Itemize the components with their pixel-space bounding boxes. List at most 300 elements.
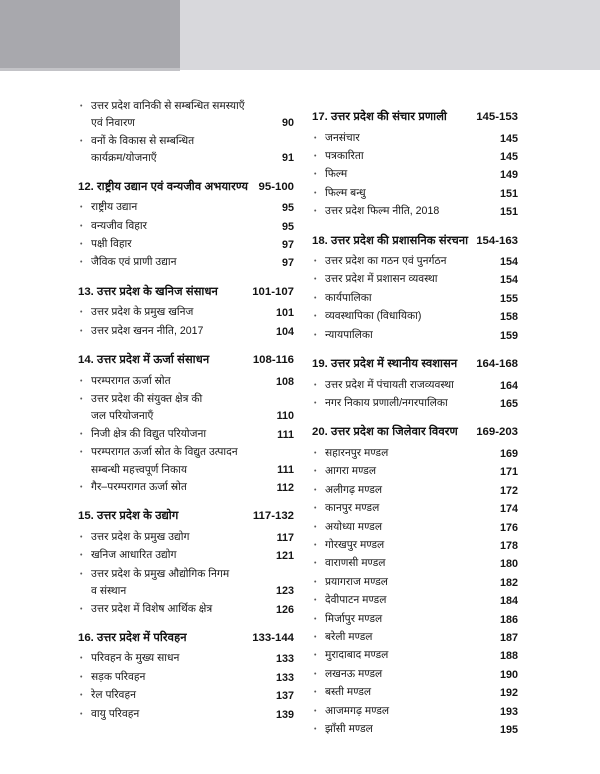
toc-chapter-heading[interactable] — [312, 109, 518, 127]
toc-entry-title-line1: उत्तर प्रदेश का गठन एवं पुनर्गठन — [325, 255, 447, 268]
toc-entry-title-line1: कार्यपालिका — [325, 291, 372, 304]
toc-entry-title-line1: परम्परागत ऊर्जा स्रोत — [91, 374, 171, 387]
toc-entry-title-line1: आगरा मण्डल — [325, 465, 377, 478]
toc-entry-title — [91, 373, 276, 390]
toc-entry-title — [91, 98, 282, 133]
toc-entry[interactable] — [78, 706, 294, 724]
toc-entry-title-line1: पत्रकारिता — [325, 149, 364, 162]
toc-entry-page-number: 104 — [275, 325, 294, 338]
toc-entry-title — [325, 519, 500, 536]
toc-entry[interactable] — [312, 574, 518, 592]
bullet-icon: • — [80, 204, 83, 212]
toc-entry-title-line1: उत्तर प्रदेश फिल्म नीति, 2018 — [325, 205, 440, 218]
toc-entry-title — [91, 426, 277, 443]
bullet-icon: • — [80, 430, 83, 438]
toc-entry-title — [91, 304, 276, 321]
bullet-icon: • — [80, 692, 83, 700]
toc-entry[interactable] — [312, 703, 518, 721]
toc-chapter-page-range: 133-144 — [252, 631, 294, 644]
toc-entry[interactable] — [78, 133, 294, 168]
toc-entry[interactable] — [312, 647, 518, 665]
toc-entry[interactable] — [312, 629, 518, 647]
toc-entry-title — [91, 444, 277, 479]
toc-chapter-page-range: 145-153 — [476, 111, 518, 123]
toc-entry-title — [325, 666, 500, 683]
toc-entry-title — [91, 479, 277, 496]
toc-entry-title — [91, 254, 282, 271]
toc-entry[interactable] — [312, 271, 518, 289]
toc-entry-title-line1: उत्तर प्रदेश के प्रमुख औद्योगिक निगम — [91, 567, 230, 580]
bullet-icon: • — [314, 152, 317, 160]
toc-chapter — [312, 233, 518, 346]
bullet-icon: • — [314, 208, 317, 216]
toc-chapter — [78, 179, 294, 273]
bullet-icon: • — [80, 377, 83, 385]
toc-chapter-page-range: 154-163 — [476, 234, 518, 247]
toc-entry-title-line1: कानपुर मण्डल — [325, 502, 380, 515]
toc-entry-title-line1: लखनऊ मण्डल — [325, 667, 383, 680]
toc-entry[interactable] — [312, 482, 518, 500]
toc-entry-page-number: 137 — [275, 690, 294, 703]
toc-entry-title — [91, 236, 282, 253]
bullet-icon: • — [80, 655, 83, 663]
bullet-icon: • — [80, 605, 83, 613]
bullet-icon: • — [314, 486, 317, 494]
toc-entry[interactable] — [312, 327, 518, 345]
bullet-icon: • — [314, 578, 317, 586]
toc-entry-title-line1: उत्तर प्रदेश के प्रमुख खनिज — [91, 306, 194, 319]
toc-chapter-heading[interactable] — [78, 508, 294, 526]
toc-entry-title — [91, 566, 276, 601]
toc-chapter-number: 20. — [312, 426, 328, 439]
toc-chapter-heading[interactable] — [78, 179, 294, 197]
toc-entry-title-line2: व संस्थान — [91, 585, 127, 598]
toc-entry-title — [325, 395, 500, 412]
bullet-icon: • — [80, 533, 83, 541]
toc-continued-entries — [78, 98, 294, 168]
toc-entry-title-line1: न्यायपालिका — [325, 328, 373, 341]
toc-entry-title-line1: उत्तर प्रदेश में विशेष आर्थिक क्षेत्र — [91, 602, 213, 615]
toc-entry-title-line1: परम्परागत ऊर्जा स्रोत के विद्युत उत्पादन — [91, 446, 238, 459]
toc-entry-title-line2: कार्यक्रम/योजनाएँ — [91, 152, 157, 165]
toc-entry-title-line1: झाँसी मण्डल — [325, 722, 373, 735]
toc-entry-page-number: 121 — [275, 550, 294, 563]
toc-entry-page-number: 111 — [277, 463, 294, 476]
toc-entry-page-number: 110 — [276, 410, 294, 423]
toc-entry-page-number: 149 — [499, 169, 518, 182]
toc-entry-page-number: 101 — [275, 307, 294, 320]
toc-entry-title — [325, 703, 500, 720]
toc-chapter-heading[interactable] — [312, 424, 518, 442]
toc-chapter-heading[interactable] — [78, 284, 294, 302]
toc-chapter-number: 17. — [312, 111, 328, 123]
toc-entry-title-line1: अयोध्या मण्डल — [325, 520, 383, 533]
toc-entry-page-number: 97 — [281, 238, 294, 251]
toc-entry[interactable] — [312, 377, 518, 395]
toc-entry-title-line1: गैर–परम्परागत ऊर्जा स्रोत — [91, 481, 187, 493]
toc-entry[interactable] — [312, 555, 518, 573]
bullet-icon: • — [314, 399, 317, 407]
toc-chapter — [78, 284, 294, 341]
toc-entry-page-number: 190 — [499, 668, 518, 681]
bullet-icon: • — [314, 276, 317, 284]
toc-entry[interactable] — [78, 98, 294, 133]
toc-entry[interactable] — [312, 290, 518, 308]
toc-entry-page-number: 158 — [499, 311, 518, 324]
toc-entry-page-number: 151 — [499, 206, 518, 219]
toc-entry-page-number: 171 — [499, 466, 518, 479]
toc-entry-title — [91, 199, 282, 216]
toc-chapter-page-range: 117-132 — [252, 510, 294, 523]
toc-entry[interactable] — [78, 218, 294, 236]
bullet-icon: • — [80, 570, 83, 578]
bullet-icon: • — [314, 670, 317, 678]
bullet-icon: • — [80, 552, 83, 560]
toc-chapter-number: 18. — [312, 234, 328, 247]
toc-entry[interactable] — [312, 500, 518, 518]
toc-entry-page-number: 159 — [499, 329, 518, 342]
toc-chapter — [312, 109, 518, 222]
toc-entry-title — [325, 290, 500, 307]
toc-chapter-title: उत्तर प्रदेश के उद्योग — [97, 510, 179, 523]
toc-entry-page-number: 154 — [499, 256, 518, 269]
toc-chapter-number: 16. — [78, 631, 94, 644]
toc-entry-title — [325, 377, 500, 394]
toc-entry-title — [325, 574, 500, 591]
toc-entry-page-number: 90 — [281, 117, 294, 130]
toc-entry-page-number: 188 — [499, 650, 518, 663]
toc-entry-page-number: 187 — [499, 631, 518, 644]
toc-entry-title — [325, 684, 500, 701]
toc-entry-title-line1: प्रयागराज मण्डल — [325, 575, 388, 588]
toc-left-column — [0, 70, 300, 774]
toc-entry-title-line1: मिर्जापुर मण्डल — [325, 612, 383, 625]
toc-entry[interactable] — [78, 391, 294, 426]
toc-entry-title-line1: उत्तर प्रदेश की संयुक्त क्षेत्र की — [91, 392, 203, 405]
toc-entry[interactable] — [78, 236, 294, 254]
toc-entry-title — [325, 148, 500, 165]
toc-entry-title — [91, 706, 276, 723]
toc-chapter-heading[interactable] — [312, 233, 518, 251]
bullet-icon: • — [314, 313, 317, 321]
bullet-icon: • — [314, 505, 317, 513]
toc-entry[interactable] — [312, 592, 518, 610]
toc-entry-title-line1: उत्तर प्रदेश में पंचायती राजव्यवस्था — [325, 378, 454, 391]
bullet-icon: • — [314, 725, 317, 733]
toc-entry-title-line1: उत्तर प्रदेश वानिकी से सम्बन्धित समस्याएँ — [91, 100, 245, 112]
toc-entry-title-line1: नगर निकाय प्रणाली/नगरपालिका — [325, 396, 448, 409]
toc-entry[interactable] — [78, 426, 294, 444]
toc-entry-page-number: 172 — [499, 484, 518, 497]
toc-entry-title — [325, 130, 500, 147]
toc-entry[interactable] — [78, 566, 294, 601]
toc-entry-page-number: 108 — [275, 375, 294, 388]
toc-entry[interactable] — [312, 308, 518, 326]
toc-entry-title — [91, 601, 276, 618]
toc-chapter-page-range: 164-168 — [476, 358, 518, 371]
toc-entry-title — [325, 185, 500, 202]
toc-chapter — [78, 508, 294, 619]
toc-entry-page-number: 180 — [499, 558, 518, 571]
toc-chapter-number: 19. — [312, 358, 328, 371]
toc-entry-title-line1: आजमगढ़ मण्डल — [325, 704, 390, 717]
toc-entry-page-number: 123 — [275, 585, 294, 598]
toc-chapter-title: उत्तर प्रदेश में परिवहन — [97, 631, 187, 644]
toc-entry[interactable] — [78, 444, 294, 479]
bullet-icon: • — [80, 327, 83, 335]
toc-entry-page-number: 95 — [281, 202, 294, 215]
toc-chapter-title: उत्तर प्रदेश की प्रशासनिक संरचना — [331, 234, 469, 247]
toc-entry-title-line2: एवं निवारण — [91, 117, 135, 130]
toc-entry-title-line1: सड़क परिवहन — [91, 670, 146, 683]
bullet-icon: • — [314, 689, 317, 697]
toc-entry-title — [91, 529, 277, 546]
toc-entry-title — [325, 253, 500, 270]
toc-chapter — [78, 352, 294, 497]
toc-entry-page-number: 178 — [499, 539, 518, 552]
toc-entry-page-number: 174 — [499, 503, 518, 516]
bullet-icon: • — [314, 468, 317, 476]
toc-chapter-title: उत्तर प्रदेश में ऊर्जा संसाधन — [97, 354, 210, 367]
bullet-icon: • — [314, 189, 317, 197]
toc-entry[interactable] — [78, 254, 294, 272]
bullet-icon: • — [80, 449, 83, 457]
toc-chapter — [312, 424, 518, 739]
toc-entry-page-number: 184 — [499, 595, 518, 608]
toc-chapter-number: 14. — [78, 354, 94, 367]
toc-entry-title-line1: देवीपाटन मण्डल — [325, 594, 387, 607]
toc-entry-title-line2: जल परियोजनाएँ — [91, 410, 154, 423]
toc-entry-title-line1: वन्यजीव विहार — [91, 219, 147, 232]
toc-entry-page-number: 165 — [499, 397, 518, 410]
toc-entry-page-number: 182 — [499, 576, 518, 589]
toc-entry-title — [91, 687, 276, 704]
scan-header-band-dark-region — [0, 0, 180, 70]
bullet-icon: • — [314, 331, 317, 339]
toc-entry-page-number: 133 — [275, 653, 294, 666]
toc-entry-title-line1: जनसंचार — [325, 131, 360, 144]
toc-entry-title-line1: बस्ती मण्डल — [325, 686, 372, 699]
toc-entry-page-number: 97 — [281, 257, 294, 270]
bullet-icon: • — [314, 258, 317, 266]
toc-entry-page-number: 145 — [499, 132, 518, 145]
bullet-icon: • — [314, 615, 317, 623]
bullet-icon: • — [314, 171, 317, 179]
bullet-icon: • — [314, 449, 317, 457]
bullet-icon: • — [314, 652, 317, 660]
bullet-icon: • — [80, 137, 83, 145]
toc-entry-title-line1: रेल परिवहन — [91, 689, 136, 702]
toc-chapter-heading[interactable] — [78, 630, 294, 648]
toc-entry[interactable] — [312, 185, 518, 203]
bullet-icon: • — [314, 633, 317, 641]
toc-entry-title-line1: मुरादाबाद मण्डल — [325, 649, 389, 662]
toc-entry-page-number: 154 — [499, 274, 518, 287]
bullet-icon: • — [80, 484, 83, 491]
bullet-icon: • — [80, 395, 83, 403]
toc-entry-title — [325, 203, 500, 220]
toc-entry-page-number: 186 — [499, 613, 518, 626]
toc-entry-title-line1: वनों के विकास से सम्बन्धित — [91, 134, 195, 147]
toc-entry[interactable] — [78, 373, 294, 391]
toc-entry-title-line1: निजी क्षेत्र की विद्युत परियोजना — [91, 427, 207, 440]
toc-entry-title-line1: व्यवस्थापिका (विधायिका) — [325, 310, 422, 323]
toc-entry-title — [91, 547, 276, 564]
toc-entry-title-line1: जैविक एवं प्राणी उद्यान — [91, 256, 177, 269]
toc-entry-title-line1: परिवहन के मुख्य साधन — [91, 652, 180, 665]
toc-entry-title-line1: पक्षी विहार — [91, 237, 132, 250]
toc-chapter-heading[interactable] — [312, 356, 518, 374]
toc-entry-title — [325, 647, 500, 664]
toc-entry-page-number: 151 — [499, 187, 518, 200]
toc-chapter-title: उत्तर प्रदेश की संचार प्रणाली — [331, 111, 447, 123]
toc-entry[interactable] — [312, 721, 518, 739]
bullet-icon: • — [80, 710, 83, 718]
bullet-icon: • — [80, 103, 83, 110]
toc-entry-title — [325, 592, 500, 609]
toc-entry-page-number: 133 — [275, 671, 294, 684]
toc-entry[interactable] — [78, 547, 294, 565]
toc-entry[interactable] — [312, 445, 518, 463]
toc-entry-title — [325, 611, 500, 628]
toc-entry-page-number: 193 — [499, 705, 518, 718]
toc-entry-title — [325, 463, 500, 480]
toc-entry[interactable] — [312, 148, 518, 166]
toc-entry-title — [325, 445, 500, 462]
toc-chapter-page-range: 108-116 — [252, 354, 294, 367]
bullet-icon: • — [80, 240, 83, 248]
toc-entry-page-number: 155 — [499, 292, 518, 305]
toc-entry-title-line1: वाराणसी मण्डल — [325, 557, 386, 570]
toc-entry-title — [91, 323, 276, 340]
toc-entry-title — [325, 721, 500, 738]
toc-chapter — [78, 630, 294, 724]
bullet-icon: • — [314, 541, 317, 549]
toc-chapter-title: उत्तर प्रदेश में स्थानीय स्वशासन — [331, 358, 458, 371]
toc-entry[interactable] — [312, 463, 518, 481]
toc-entry-page-number: 176 — [499, 521, 518, 534]
toc-entry[interactable] — [78, 650, 294, 668]
toc-entry-title — [325, 271, 500, 288]
toc-chapter-page-range: 95-100 — [258, 180, 294, 193]
bullet-icon: • — [314, 134, 317, 142]
toc-entry[interactable] — [312, 519, 518, 537]
toc-entry-title — [91, 391, 277, 426]
toc-entry-page-number: 145 — [499, 150, 518, 163]
toc-entry[interactable] — [78, 601, 294, 619]
toc-entry-page-number: 195 — [499, 723, 518, 736]
toc-entry-page-number: 126 — [275, 603, 294, 616]
bullet-icon: • — [314, 294, 317, 302]
toc-entry-title-line1: उत्तर प्रदेश खनन नीति, 2017 — [91, 324, 204, 337]
toc-chapter-number: 15. — [78, 510, 94, 523]
toc-entry[interactable] — [78, 687, 294, 705]
toc-entry[interactable] — [312, 666, 518, 684]
toc-chapter-title: राष्ट्रीय उद्यान एवं वन्यजीव अभयारण्य — [97, 180, 249, 193]
table-of-contents — [0, 70, 600, 774]
toc-entry[interactable] — [312, 611, 518, 629]
toc-entry[interactable] — [312, 253, 518, 271]
toc-entry[interactable] — [312, 537, 518, 555]
toc-entry-page-number: 139 — [275, 708, 294, 721]
toc-entry-title-line1: खनिज आधारित उद्योग — [91, 549, 177, 562]
toc-entry-title-line1: अलीगढ़ मण्डल — [325, 483, 383, 496]
toc-entry-page-number: 192 — [499, 687, 518, 700]
toc-entry[interactable] — [78, 199, 294, 217]
toc-entry[interactable] — [78, 304, 294, 322]
toc-chapter-title: उत्तर प्रदेश का जिलेवार विवरण — [331, 426, 458, 439]
toc-chapter-number: 13. — [78, 285, 94, 298]
bullet-icon: • — [314, 523, 317, 531]
toc-entry-title-line1: उत्तर प्रदेश के प्रमुख उद्योग — [91, 530, 190, 543]
toc-chapter-page-range: 101-107 — [252, 285, 294, 298]
toc-entry[interactable] — [312, 684, 518, 702]
toc-entry-title — [91, 650, 276, 667]
toc-entry-title — [325, 629, 500, 646]
toc-entry-page-number: 112 — [276, 482, 294, 494]
toc-entry-title — [325, 555, 500, 572]
bullet-icon: • — [314, 707, 317, 715]
toc-entry-title-line1: गोरखपुर मण्डल — [325, 538, 385, 551]
bullet-icon: • — [80, 309, 83, 317]
toc-entry-title-line2: सम्बन्धी महत्त्वपूर्ण निकाय — [91, 463, 187, 476]
toc-entry[interactable] — [78, 479, 294, 497]
bullet-icon: • — [314, 597, 317, 605]
toc-entry-page-number: 117 — [276, 531, 294, 544]
toc-entry-page-number: 111 — [277, 428, 294, 441]
toc-entry[interactable] — [78, 669, 294, 687]
toc-entry-title — [91, 218, 282, 235]
toc-entry-title-line1: उत्तर प्रदेश में प्रशासन व्यवस्था — [325, 273, 438, 286]
toc-entry[interactable] — [312, 203, 518, 221]
toc-entry-title-line1: बरेली मण्डल — [325, 630, 373, 643]
toc-chapter-page-range: 169-203 — [476, 426, 518, 439]
toc-entry-title — [325, 537, 500, 554]
toc-entry-title-line1: फिल्म — [325, 168, 348, 181]
bullet-icon: • — [314, 381, 317, 389]
toc-chapter-title: उत्तर प्रदेश के खनिज संसाधन — [97, 285, 218, 298]
toc-entry[interactable] — [78, 529, 294, 547]
bullet-icon: • — [80, 222, 83, 230]
toc-entry-title — [325, 482, 500, 499]
toc-entry[interactable] — [312, 130, 518, 148]
toc-entry-title — [325, 500, 500, 517]
bullet-icon: • — [80, 259, 83, 267]
toc-entry-page-number: 95 — [281, 220, 294, 233]
toc-entry[interactable] — [312, 395, 518, 413]
toc-entry-title — [325, 166, 500, 183]
toc-entry-page-number: 164 — [499, 379, 518, 392]
toc-chapter-number: 12. — [78, 180, 94, 193]
toc-entry-title-line1: वायु परिवहन — [91, 707, 140, 720]
bullet-icon: • — [80, 673, 83, 681]
toc-entry-title-line1: फिल्म बन्धु — [325, 186, 366, 199]
bullet-icon: • — [314, 560, 317, 568]
toc-entry-title-line1: सहारनपुर मण्डल — [325, 446, 389, 459]
toc-entry[interactable] — [78, 323, 294, 341]
toc-chapter — [312, 356, 518, 413]
toc-entry[interactable] — [312, 166, 518, 184]
toc-entry-title — [325, 327, 500, 344]
toc-entry-page-number: 91 — [281, 152, 294, 165]
scan-header-band — [0, 0, 600, 70]
toc-entry-title — [91, 133, 282, 168]
toc-entry-title — [325, 308, 500, 325]
toc-chapter-heading[interactable] — [78, 352, 294, 370]
toc-entry-title — [91, 669, 276, 686]
toc-right-column — [300, 70, 600, 774]
toc-entry-page-number: 169 — [499, 447, 518, 460]
